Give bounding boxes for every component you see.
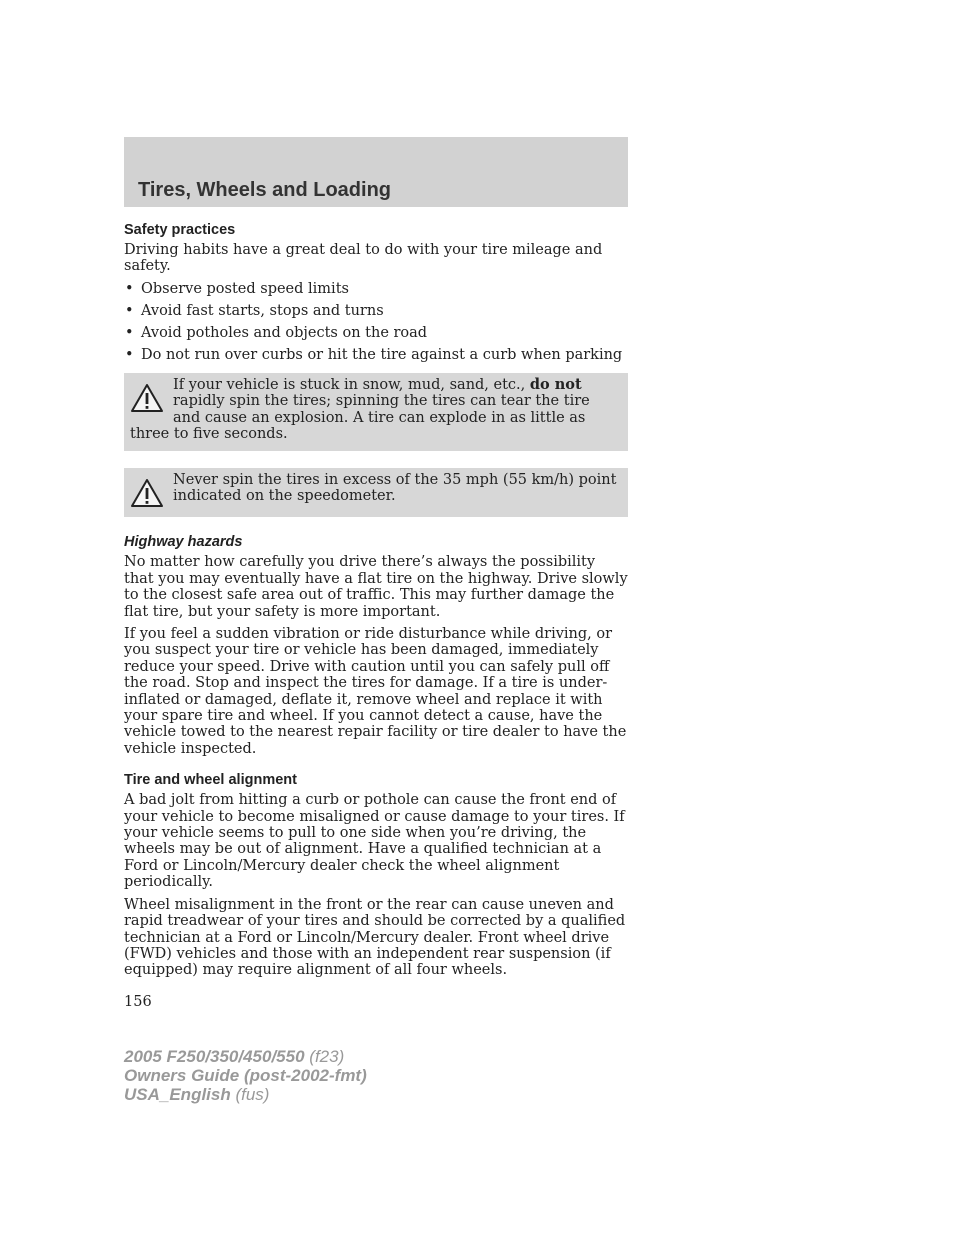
section-title: Tires, Wheels and Loading bbox=[138, 179, 392, 201]
section-header-band bbox=[124, 137, 628, 207]
footer-model: 2005 F250/350/450/550 bbox=[124, 1047, 305, 1066]
alignment-paragraph-1: A bad jolt from hitting a curb or pothole can cause the front end of your vehicle to become misaligned or cause damage to your tires. If your vehicle seems to pull to one side when you’re driving, the wheels may be out of alignment. Have a qualified technician at a Ford or Lincoln/Mercury dealer check the wheel alignment periodically. bbox=[124, 792, 625, 891]
alignment-heading: Tire and wheel alignment bbox=[124, 772, 297, 789]
document-footer bbox=[124, 1047, 367, 1104]
warning-box-stuck-vehicle bbox=[124, 373, 628, 451]
warning-triangle-icon bbox=[130, 478, 164, 508]
warning-text: Never spin the tires in excess of the 35 mph (55 km/h) point indicated on the speedometer. bbox=[173, 471, 617, 504]
alignment-paragraph-2: Wheel misalignment in the front or the rear can cause uneven and rapid treadwear of your tires and should be corrected by a qualified technician at a Ford or Lincoln/Mercury dealer. Front wheel drive (FWD) vehicles and those with an independent rear suspension (if equipped) may require alignment of all four wheels. bbox=[124, 896, 626, 979]
warning-text-bold: do not bbox=[529, 375, 582, 393]
safety-intro: Driving habits have a great deal to do with your tire mileage and safety. bbox=[124, 242, 603, 275]
list-item-text: Avoid potholes and objects on the road bbox=[141, 324, 428, 341]
footer-line-1 bbox=[124, 1047, 367, 1066]
footer-language: USA_English bbox=[124, 1085, 231, 1104]
bullet-glyph: • bbox=[125, 324, 134, 341]
bullet-glyph: • bbox=[125, 280, 134, 297]
page-number: 156 bbox=[124, 993, 152, 1010]
footer-guide-name: Owners Guide (post-2002-fmt) bbox=[124, 1066, 367, 1085]
bullet-glyph: • bbox=[125, 302, 134, 319]
footer-line-3 bbox=[124, 1085, 367, 1104]
safety-practices-heading: Safety practices bbox=[124, 222, 236, 238]
list-item-text: Observe posted speed limits bbox=[141, 280, 349, 297]
list-item bbox=[124, 325, 628, 341]
list-item-text: Avoid fast starts, stops and turns bbox=[141, 302, 384, 319]
warning-text-before: If your vehicle is stuck in snow, mud, sand, etc., bbox=[173, 376, 530, 393]
footer-model-code: (f23) bbox=[304, 1047, 345, 1066]
highway-paragraph-1: No matter how carefully you drive there’s always the possibility that you may eventually have a flat tire on the highway. Drive slowly to the closest safe area out of traffic. This may further damage the flat tire, but your safety is more important. bbox=[124, 554, 628, 620]
highway-hazards-heading: Highway hazards bbox=[124, 534, 243, 551]
footer-language-code: (fus) bbox=[230, 1085, 270, 1104]
safety-bullet-list bbox=[124, 281, 628, 363]
list-item-text: Do not run over curbs or hit the tire against a curb when parking bbox=[141, 346, 623, 363]
page-content bbox=[124, 137, 628, 1010]
bullet-glyph: • bbox=[125, 346, 134, 363]
footer-line-2 bbox=[124, 1066, 367, 1085]
warning-box-spin-speed bbox=[124, 468, 628, 518]
highway-paragraph-2: If you feel a sudden vibration or ride disturbance while driving, or you suspect your tire or vehicle has been damaged, immediately reduce your speed. Drive with caution until you can safely pull off the road. Stop and inspect the tires for damage. If a tire is under-inflated or damaged, deflate it, remove wheel and replace it with your spare tire and wheel. If you cannot detect a cause, have the vehicle towed to the nearest repair facility or tire dealer to have the vehicle inspected. bbox=[124, 626, 627, 757]
warning-text-after: rapidly spin the tires; spinning the tires can tear the tire and cause an explosion. A tire can explode in as little as three to five seconds. bbox=[130, 393, 590, 443]
warning-triangle-icon bbox=[130, 383, 164, 413]
list-item bbox=[124, 303, 628, 319]
list-item bbox=[124, 347, 628, 363]
list-item bbox=[124, 281, 628, 297]
